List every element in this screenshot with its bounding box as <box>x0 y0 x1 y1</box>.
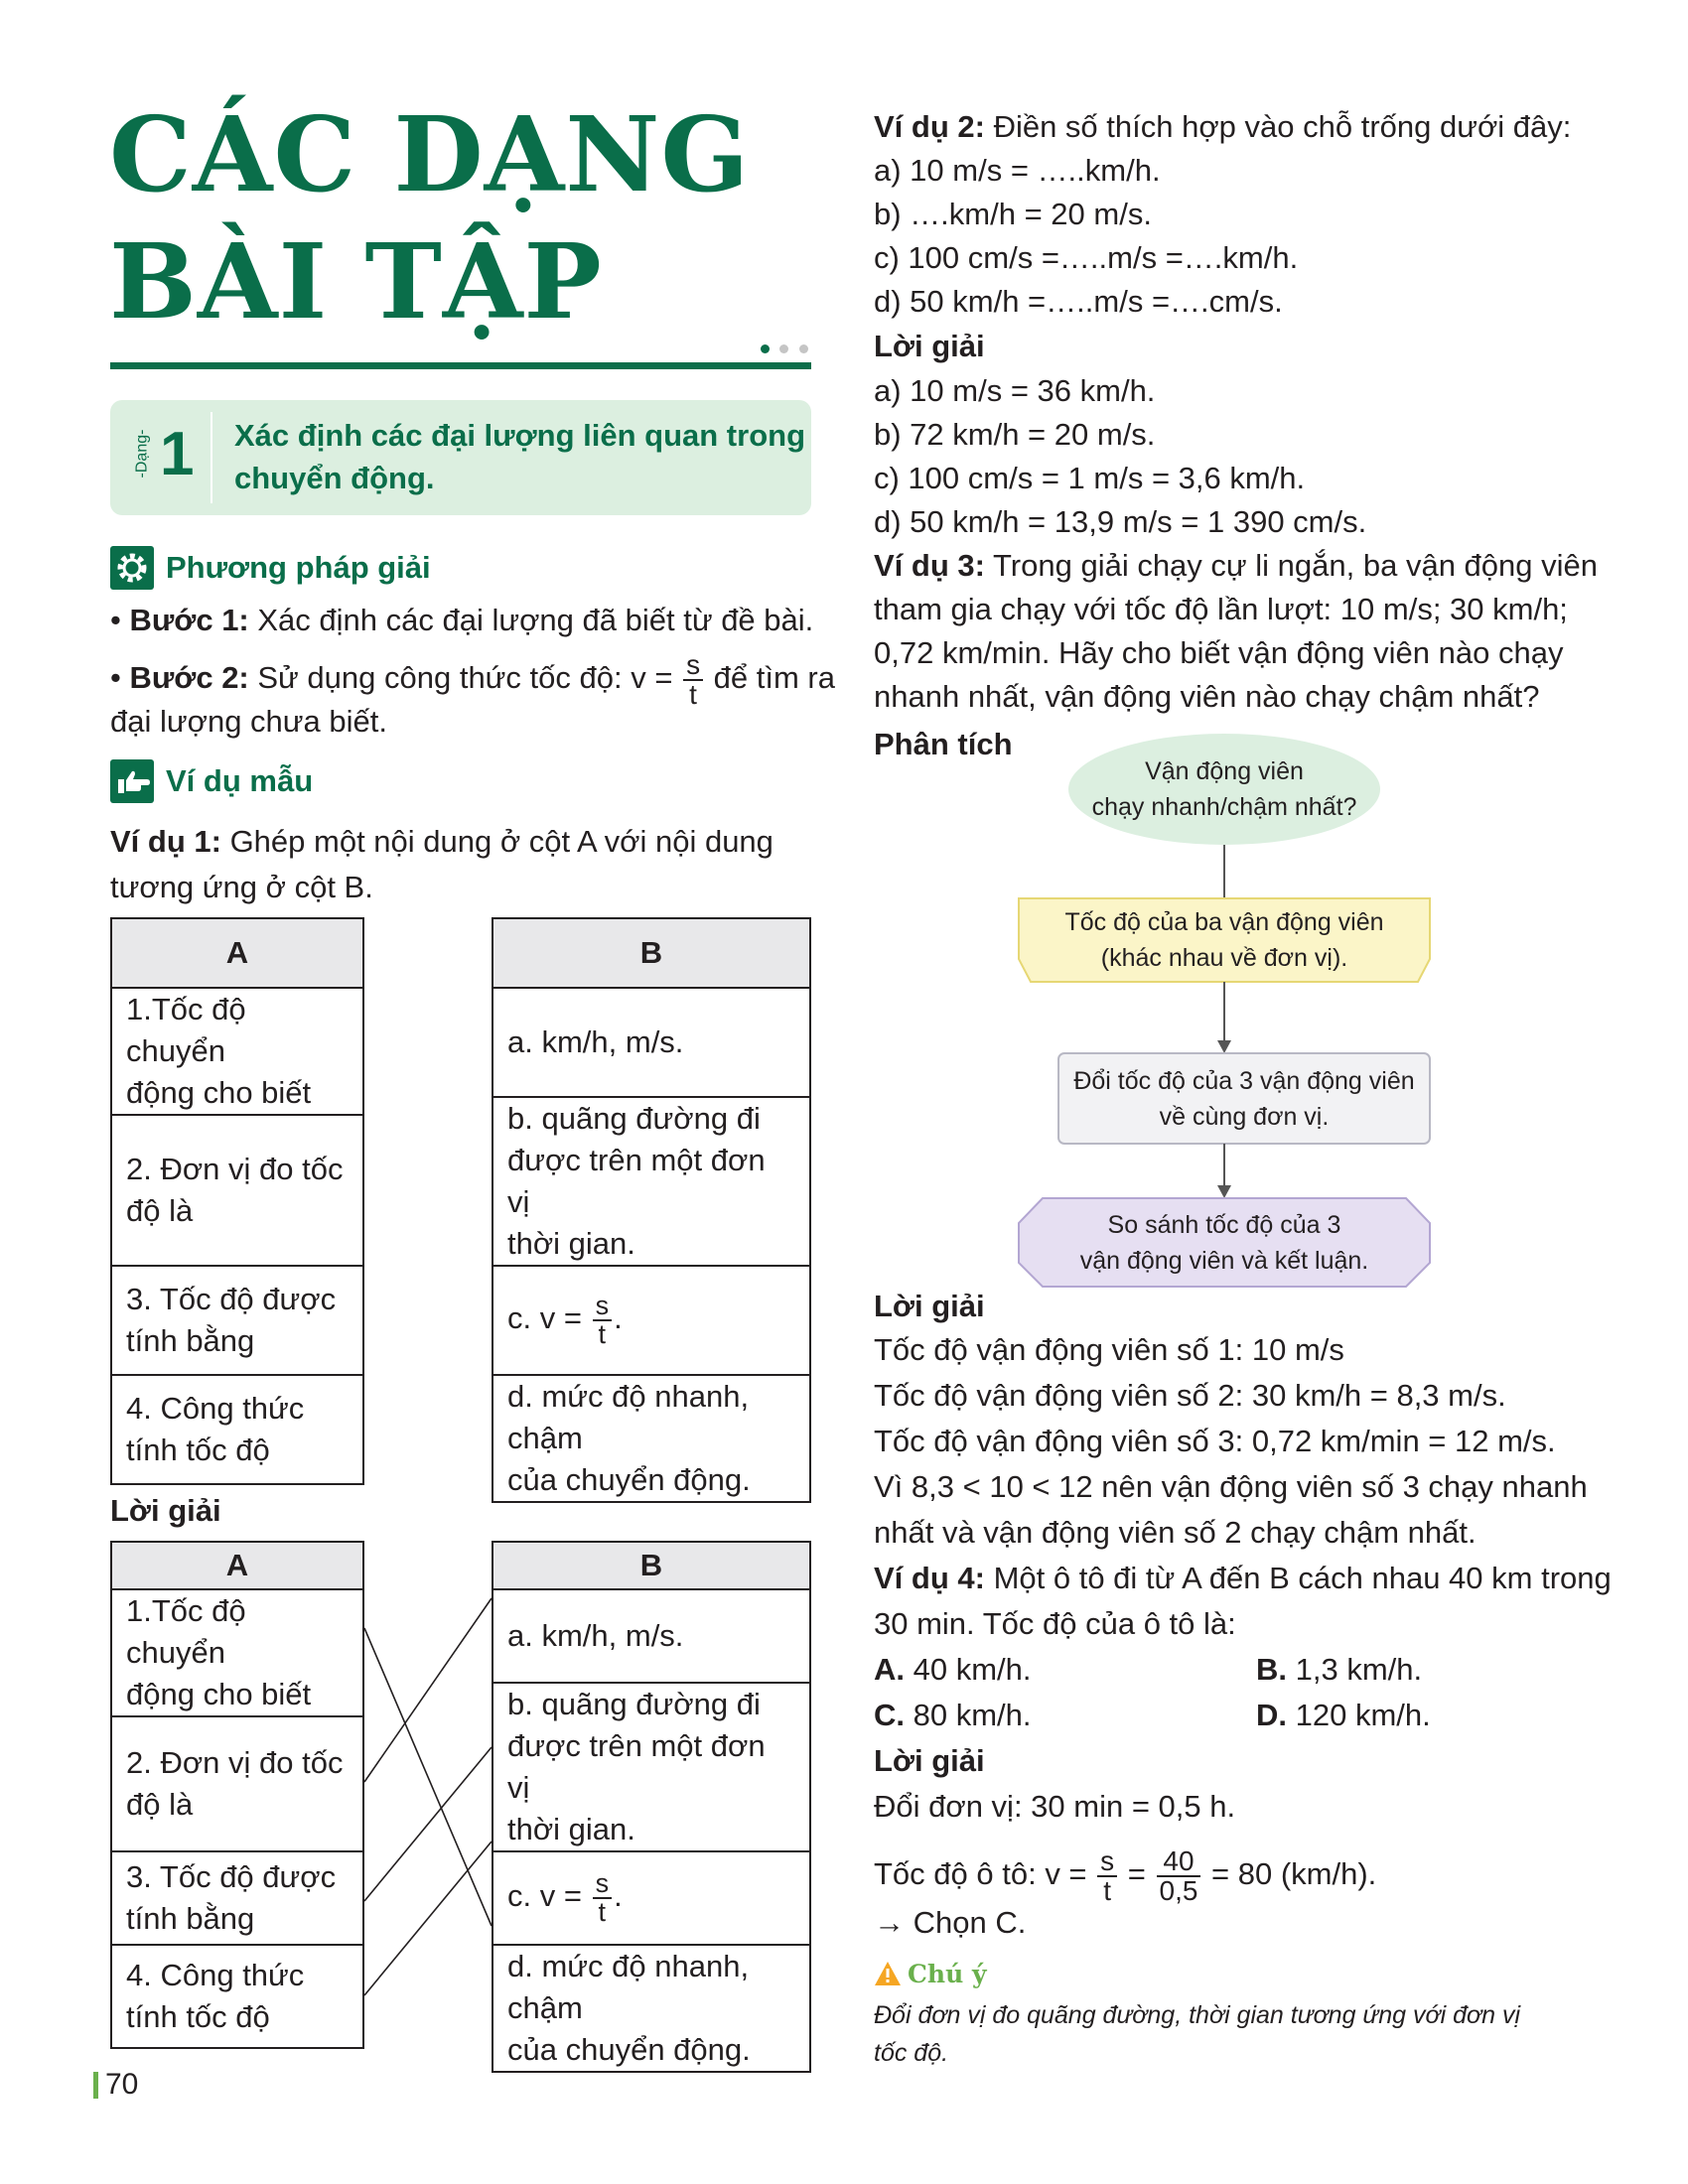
table-row: 4. Công thức tính tốc độ <box>111 1945 363 2048</box>
ex3-line-4: nhanh nhất, vận động viên nào chạy chậm nhất? <box>874 679 1540 714</box>
table-row: b. quãng đường đi được trên một đơn vị thời gian. <box>492 1683 810 1851</box>
warning-icon <box>874 1961 902 1986</box>
flow-node-compare: So sánh tốc độ của 3 vận động viên và kết luận. <box>1079 1210 1369 1275</box>
note-title: Chú ý <box>908 1959 987 1988</box>
step-2-text-end: để tìm ra <box>705 660 835 696</box>
ex3-line-2: tham gia chạy với tốc độ lần lượt: 10 m/s; 30 km/h; <box>874 592 1568 626</box>
ex3-line-1: Ví dụ 3: Trong giải chạy cự li ngắn, ba vận động viên <box>874 548 1598 583</box>
solution-table-a-header: A <box>111 1542 363 1589</box>
example-title: Ví dụ mẫu <box>166 763 314 798</box>
title-line-1: CÁC DẠNG <box>109 93 751 215</box>
table-row: a. km/h, m/s. <box>492 1589 810 1683</box>
ex3-sol-1: Tốc độ vận động viên số 1: 10 m/s <box>874 1332 1344 1367</box>
step-2-text: Sử dụng công thức tốc độ: v = <box>248 660 682 696</box>
ex2-label: Ví dụ 2: <box>874 109 985 144</box>
ex4-label: Ví dụ 4: <box>874 1561 985 1595</box>
table-b-row: b. quãng đường đi được trên một đơn vị thời gian. <box>492 1097 810 1266</box>
option-a: A. 40 km/h. <box>874 1652 1032 1687</box>
table-a-header: A <box>111 918 363 988</box>
ex1-line-2: tương ứng ở cột B. <box>110 870 373 904</box>
ex4-line-1: Ví dụ 4: Một ô tô đi từ A đến B cách nhau 40 km trong <box>874 1561 1612 1595</box>
ex2-q-b: b) ….km/h = 20 m/s. <box>874 197 1152 231</box>
table-a-row: 4. Công thức tính tốc độ <box>111 1375 363 1484</box>
ex3-solution-label: Lời giải <box>874 1289 985 1323</box>
table-b-row: d. mức độ nhanh, chậm của chuyển động. <box>492 1375 810 1502</box>
ex2-a-b: b) 72 km/h = 20 m/s. <box>874 417 1156 452</box>
table-row: d. mức độ nhanh, chậm của chuyển động. <box>492 1945 810 2072</box>
dang-title-line-2: chuyển động. <box>234 461 435 495</box>
flow-node-convert: Đổi tốc độ của 3 vận động viên về cùng đơn vị. <box>1073 1066 1415 1131</box>
flow-node-given: Tốc độ của ba vận động viên (khác nhau về đơn vị). <box>1064 908 1384 972</box>
table-b-row: a. km/h, m/s. <box>492 988 810 1097</box>
table-a-row: 1.Tốc độ chuyển động cho biết <box>111 988 363 1115</box>
step-2: • Bước 2: Sử dụng công thức tốc độ: v = $\frac{s}{t}$ để tìm ra <box>110 649 835 710</box>
step-2-label: Bước 2: <box>129 660 249 696</box>
ex4-solution-label: Lời giải <box>874 1743 985 1778</box>
dang-tag: -Dạng- <box>133 429 151 478</box>
frac-num: s <box>683 651 703 681</box>
ex3-label: Ví dụ 3: <box>874 548 985 583</box>
ex2-text: Điền số thích hợp vào chỗ trống dưới đây: <box>984 109 1572 144</box>
flow-arrow-2 <box>1217 1040 1231 1053</box>
ex3-sol-5: nhất và vận động viên số 2 chạy chậm nhất. <box>874 1515 1477 1550</box>
ex2-solution-label: Lời giải <box>874 329 985 363</box>
table-row: 2. Đơn vị đo tốc độ là <box>111 1716 363 1851</box>
table-row: 3. Tốc độ được tính bằng <box>111 1851 363 1945</box>
note-line-1: Đổi đơn vị đo quãng đường, thời gian tương ứng với đơn vị <box>874 2001 1521 2029</box>
flow-arrow-3 <box>1217 1185 1231 1198</box>
note-heading <box>874 1954 986 1993</box>
page-number: 70 <box>105 2068 139 2101</box>
ex4-line-2: 30 min. Tốc độ của ô tô là: <box>874 1606 1236 1641</box>
frac-den: t <box>689 679 697 710</box>
solution-table-b-header: B <box>492 1542 810 1589</box>
table-b-row: c. v = $\frac{s}{t}$ . <box>492 1266 810 1375</box>
ex3-sol-4: Vì 8,3 < 10 < 12 nên vận động viên số 3 chạy nhanh <box>874 1469 1588 1504</box>
ex2-a-d: d) 50 km/h = 13,9 m/s = 1 390 cm/s. <box>874 504 1367 539</box>
ex1-text-1: Ghép một nội dung ở cột A với nội dung <box>220 824 774 859</box>
table-row: 1.Tốc độ chuyển động cho biết <box>111 1589 363 1716</box>
ex4-choose: → Chọn C. <box>874 1905 1027 1940</box>
step-1: • Bước 1: Xác định các đại lượng đã biết từ đề bài. <box>110 603 814 637</box>
analysis-label: Phân tích <box>874 727 1013 761</box>
note-line-2: tốc độ. <box>874 2039 949 2067</box>
ex1-label: Ví dụ 1: <box>110 824 221 859</box>
option-d: D. 120 km/h. <box>1256 1698 1431 1732</box>
ex2-q-d: d) 50 km/h =…..m/s =….cm/s. <box>874 284 1283 319</box>
ex3-line-3: 0,72 km/min. Hãy cho biết vận động viên nào chạy <box>874 635 1564 670</box>
dang-number: 1 <box>160 420 195 488</box>
option-c: C. 80 km/h. <box>874 1698 1032 1732</box>
table-a-row: 2. Đơn vị đo tốc độ là <box>111 1115 363 1266</box>
step-1-label: Bước 1: <box>129 603 249 637</box>
ex2-q-c: c) 100 cm/s =…..m/s =….km/h. <box>874 240 1299 275</box>
ex2-q-a: a) 10 m/s = …..km/h. <box>874 153 1161 188</box>
ex2-a-c: c) 100 cm/s = 1 m/s = 3,6 km/h. <box>874 461 1306 495</box>
ex3-sol-2: Tốc độ vận động viên số 2: 30 km/h = 8,3 m/s. <box>874 1378 1506 1413</box>
step-1-text: Xác định các đại lượng đã biết từ đề bài. <box>248 603 814 637</box>
ex4-speed: Tốc độ ô tô: v = $\frac{s}{t}$ = $\frac{40}{0,5}$ = 80 (km/h). <box>874 1844 1377 1906</box>
method-title: Phương pháp giải <box>166 550 431 585</box>
dang-title-line-1: Xác định các đại lượng liên quan trong <box>234 418 805 453</box>
ex2-a-a: a) 10 m/s = 36 km/h. <box>874 373 1156 408</box>
title-line-2: BÀI TẬP <box>109 220 603 342</box>
step-2-line-2: đại lượng chưa biết. <box>110 704 387 739</box>
ex3-sol-3: Tốc độ vận động viên số 3: 0,72 km/min = 12 m/s. <box>874 1424 1556 1458</box>
ex4-convert: Đổi đơn vị: 30 min = 0,5 h. <box>874 1789 1236 1824</box>
table-b-header: B <box>492 918 810 988</box>
flow-node-goal: Vận động viên chạy nhanh/chậm nhất? <box>1091 757 1357 821</box>
table-row: c. v = $\frac{s}{t}$ . <box>492 1851 810 1945</box>
table-a-row: 3. Tốc độ được tính bằng <box>111 1266 363 1375</box>
ex1-solution-label: Lời giải <box>110 1493 221 1528</box>
option-b: B. 1,3 km/h. <box>1256 1652 1423 1687</box>
